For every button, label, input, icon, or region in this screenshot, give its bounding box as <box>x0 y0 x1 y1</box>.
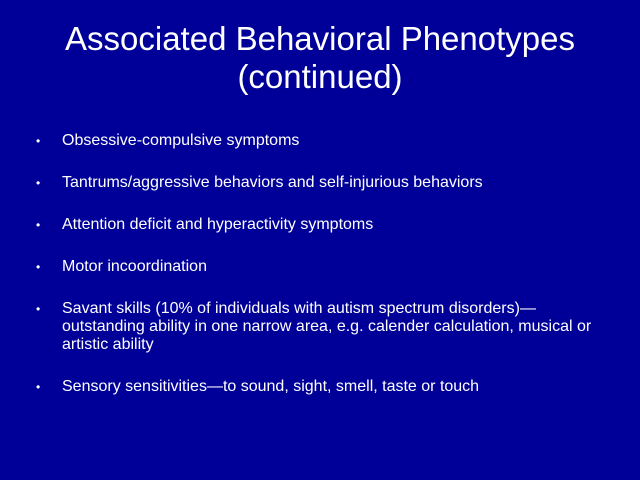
bullet-text: Attention deficit and hyperactivity symptoms <box>62 216 374 233</box>
slide-title-line-1: Associated Behavioral Phenotypes <box>65 20 575 57</box>
bullet-item-motor-incoordination <box>36 258 606 276</box>
bullet-dot-icon: • <box>36 302 41 316</box>
bullet-item-sensory-sensitivities <box>36 378 606 396</box>
bullet-dot-icon: • <box>36 218 41 232</box>
slide-title <box>0 20 640 96</box>
bullet-dot-icon: • <box>36 176 41 190</box>
bullet-dot-icon: • <box>36 134 41 148</box>
bullet-list <box>36 132 606 420</box>
bullet-text: Sensory sensitivities—to sound, sight, smell, taste or touch <box>62 378 480 395</box>
bullet-dot-icon: • <box>36 380 41 394</box>
slide-title-line-2: (continued) <box>237 58 403 95</box>
bullet-item-obsessive-compulsive <box>36 132 606 150</box>
bullet-item-savant-skills <box>36 300 606 354</box>
bullet-text: Tantrums/aggressive behaviors and self-injurious behaviors <box>62 174 483 191</box>
bullet-item-attention-deficit <box>36 216 606 234</box>
bullet-text: Obsessive-compulsive symptoms <box>62 132 300 149</box>
bullet-dot-icon: • <box>36 260 41 274</box>
bullet-text: Savant skills (10% of individuals with autism spectrum disorders)—outstanding ability in one narrow area, e.g. calender calculation, musical or artistic ability <box>62 300 592 353</box>
bullet-item-tantrums <box>36 174 606 192</box>
bullet-text: Motor incoordination <box>62 258 207 275</box>
